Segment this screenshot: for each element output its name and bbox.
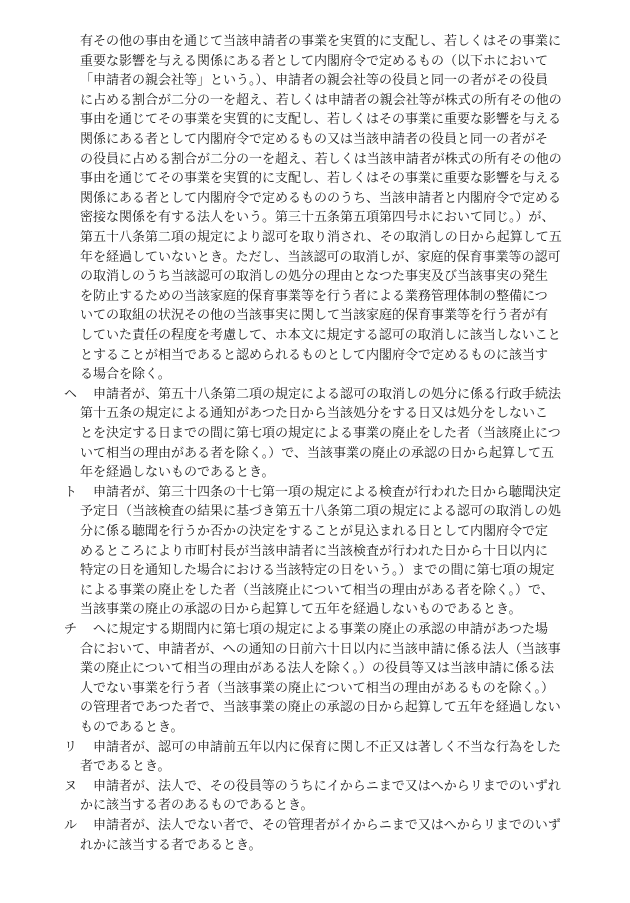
text-line: いて相当の理由がある者を除く。）で、当該事業の廃止の承認の日から起算して五	[80, 446, 554, 461]
text-line: 申請者が、認可の申請前五年以内に保育に関し不正又は著しく不当な行為をした	[93, 740, 562, 755]
text-line: 第五十八条第二項の規定により認可を取り消され、その取消しの日から起算して五	[80, 230, 562, 245]
text-line: 年を経過していないとき。ただし、当該認可の取消しが、家庭的保育事業等の認可	[80, 250, 561, 265]
text-line: 関係にある者として内閣府令で定めるもののうち、当該申請者と内閣府令で定める	[80, 191, 562, 206]
text-line: ものであるとき。	[80, 720, 184, 735]
text-line: 人でない事業を行う者（当該事業の廃止について相当の理由があるものを除く。）	[80, 681, 554, 696]
item-marker: チ	[64, 622, 78, 637]
text-line: れかに該当する者であるとき。	[80, 838, 262, 853]
text-line: の役員に占める割合が二分の一を超え、若しくは当該申請者が株式の所有その他の	[80, 152, 562, 167]
text-line: 年を経過しないものであるとき。	[80, 465, 275, 480]
text-line: かに該当する者のあるものであるとき。	[80, 798, 314, 813]
item-marker: ル	[64, 818, 78, 833]
text-line: 関係にある者として内閣府令で定めるもの又は当該申請者の役員と同一の者がそ	[80, 132, 549, 147]
item-marker: ト	[64, 485, 78, 500]
text-line: による事業の廃止をした者（当該廃止について相当の理由がある者を除く。）で、	[80, 583, 554, 598]
text-line: を防止するための当該家庭的保育事業等を行う者による業務管理体制の整備につ	[80, 289, 548, 304]
text-line: の管理者であつた者で、当該事業の廃止の承認の日から起算して五年を経過しない	[80, 700, 561, 715]
text-line: 者であるとき。	[80, 759, 171, 774]
text-line: 事由を通じてその事業を実質的に支配し、若しくはその事業に重要な影響を与える	[80, 171, 562, 186]
text-line: 当該事業の廃止の承認の日から起算して五年を経過しないものであるとき。	[80, 602, 522, 617]
text-line: 申請者が、法人でない者で、その管理者がイからニまで又はへからリまでのいず	[93, 818, 561, 833]
text-line: とすることが相当であると認められるものとして内閣府令で定めるものに該当す	[80, 348, 549, 363]
text-line: 申請者が、第三十四条の十七第一項の規定による検査が行われた日から聴聞決定	[93, 485, 562, 500]
text-line: る場合を除く。	[80, 367, 171, 382]
item-marker: リ	[64, 740, 78, 755]
text-line: 業の廃止について相当の理由がある法人を除く。）の役員等又は当該申請に係る法	[80, 661, 554, 676]
text-line: めるところにより市町村長が当該申請者に当該検査が行われた日から十日以内に	[80, 544, 549, 559]
text-line: 密接な関係を有する法人をいう。第三十五条第五項第四号ホにおいて同じ。）が、	[80, 210, 555, 225]
item-marker: ヌ	[64, 779, 78, 794]
text-line: していた責任の程度を考慮して、ホ本文に規定する認可の取消しに該当しないこと	[80, 328, 561, 343]
text-line: 予定日（当該検査の結果に基づき第五十八条第二項の規定による認可の取消しの処	[80, 504, 562, 519]
text-line: 事由を通じてその事業を実質的に支配し、若しくはその事業に重要な影響を与える	[80, 112, 562, 127]
text-line: 合において、申請者が、への通知の日前六十日以内に当該申請に係る法人（当該事	[80, 642, 561, 657]
text-line: 有その他の事由を通じて当該申請者の事業を実質的に支配し、若しくはその事業に	[80, 34, 562, 49]
text-line: いての取組の状況その他の当該事実に関して当該家庭的保育事業等を行う者が有	[80, 308, 549, 323]
text-line: とを決定する日までの間に第七項の規定による事業の廃止をした者（当該廃止につ	[80, 426, 561, 441]
text-line: 申請者が、法人で、その役員等のうちにイからニまで又はへからリまでのいずれ	[93, 779, 561, 794]
text-line: 「申請者の親会社等」という。）、申請者の親会社等の役員と同一の者がその役員	[80, 73, 549, 88]
text-line: 第十五条の規定による通知があつた日から当該処分をする日又は処分をしないこ	[80, 406, 549, 421]
text-line: 申請者が、第五十八条第二項の規定による認可の取消しの処分に係る行政手続法	[93, 387, 562, 402]
text-line: の取消しのうち当該認可の取消しの処分の理由となつた事実及び当該事実の発生	[80, 269, 549, 284]
item-marker: ヘ	[64, 387, 78, 402]
text-line: 特定の日を通知した場合における当該特定の日をいう。）までの間に第七項の規定	[80, 563, 555, 578]
text-line: へに規定する期間内に第七項の規定による事業の廃止の承認の申請があつた場	[93, 622, 549, 637]
text-line: 分に係る聴聞を行うか否かの決定をすることが見込まれる日として内閣府令で定	[80, 524, 549, 539]
text-line: 重要な影響を与える関係にある者として内閣府令で定めるもの（以下ホにおいて	[80, 54, 549, 69]
text-line: に占める割合が二分の一を超え、若しくは申請者の親会社等が株式の所有その他の	[80, 93, 562, 108]
